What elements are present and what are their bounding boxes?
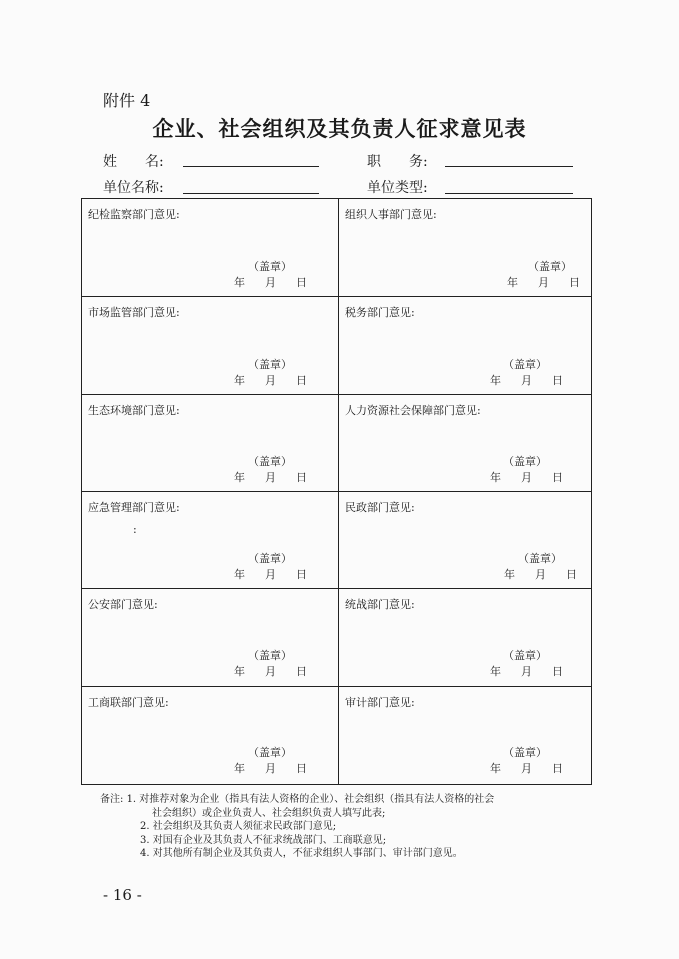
date-line: 年 月 日 <box>490 762 563 775</box>
seal-text: （盖章） <box>518 552 562 565</box>
position-label: 职 务: <box>367 154 428 170</box>
opinion-cell-public-security[interactable] <box>82 589 338 686</box>
unit-name-field[interactable] <box>183 193 319 194</box>
unit-type-field[interactable] <box>445 193 573 194</box>
seal-text: （盖章） <box>528 260 572 273</box>
note-line: 3. 对国有企业及其负责人不征求统战部门、工商联意见; <box>140 834 387 846</box>
cell-label: 应急管理部门意见: <box>88 501 180 514</box>
date-line: 年 月 日 <box>490 471 563 484</box>
opinion-cell-federation-industry-commerce[interactable] <box>82 687 338 784</box>
cell-label: 人力资源社会保障部门意见: <box>345 404 481 417</box>
seal-text: （盖章） <box>248 746 292 759</box>
page-number: - 16 - <box>103 886 142 904</box>
date-line: 年 月 日 <box>490 665 563 678</box>
opinion-cell-ecological-environment[interactable] <box>82 395 338 491</box>
opinion-cell-united-front[interactable] <box>339 589 593 686</box>
opinion-cell-emergency-management[interactable] <box>82 492 338 588</box>
cell-label: 统战部门意见: <box>345 598 415 611</box>
note-line: 备注: 1. 对推荐对象为企业（指具有法人资格的企业）、社会组织（指具有法人资格的社会 <box>100 794 495 805</box>
cell-label: 公安部门意见: <box>88 598 158 611</box>
attachment-label: 附件 4 <box>103 91 151 110</box>
unit-name-label: 单位名称: <box>103 180 164 196</box>
opinion-cell-organization-personnel[interactable] <box>339 199 593 296</box>
date-line: 年 月 日 <box>234 568 307 581</box>
date-line: 年 月 日 <box>234 276 307 289</box>
stray-mark: : <box>133 523 137 536</box>
seal-text: （盖章） <box>248 455 292 468</box>
cell-label: 税务部门意见: <box>345 306 415 319</box>
opinion-cell-discipline-inspection[interactable] <box>82 199 338 296</box>
cell-label: 审计部门意见: <box>345 696 415 709</box>
cell-label: 民政部门意见: <box>345 501 415 514</box>
notes <box>100 793 494 861</box>
opinion-cell-civil-affairs[interactable] <box>339 492 593 588</box>
name-field[interactable] <box>183 166 319 167</box>
seal-text: （盖章） <box>248 552 292 565</box>
cell-label: 市场监管部门意见: <box>88 306 180 319</box>
date-line: 年 月 日 <box>234 374 307 387</box>
page-title: 企业、社会组织及其负责人征求意见表 <box>152 116 527 141</box>
seal-text: （盖章） <box>248 260 292 273</box>
seal-text: （盖章） <box>248 358 292 371</box>
date-line: 年 月 日 <box>234 762 307 775</box>
seal-text: （盖章） <box>248 649 292 662</box>
date-line: 年 月 日 <box>490 374 563 387</box>
note-line: 2. 社会组织及其负责人须征求民政部门意见; <box>140 821 337 832</box>
cell-label: 纪检监察部门意见: <box>88 208 180 221</box>
position-field[interactable] <box>445 166 573 167</box>
date-line: 年 月 日 <box>504 568 577 581</box>
opinion-cell-human-resources-social-security[interactable] <box>339 395 593 491</box>
cell-label: 组织人事部门意见: <box>345 208 437 221</box>
cell-label: 生态环境部门意见: <box>88 404 180 417</box>
opinion-cell-audit[interactable] <box>339 687 593 784</box>
date-line: 年 月 日 <box>234 471 307 484</box>
seal-text: （盖章） <box>503 746 547 759</box>
seal-text: （盖章） <box>503 649 547 662</box>
cell-label: 工商联部门意见: <box>88 696 169 709</box>
name-label: 姓 名: <box>103 154 164 170</box>
note-line: 社会组织）或企业负责人、社会组织负责人填写此表; <box>152 807 386 819</box>
note-line: 4. 对其他所有制企业及其负责人，不征求组织人事部门、审计部门意见。 <box>140 848 463 859</box>
date-line: 年 月 日 <box>234 665 307 678</box>
opinion-table <box>81 198 592 785</box>
seal-text: （盖章） <box>503 358 547 371</box>
opinion-cell-tax[interactable] <box>339 297 593 394</box>
opinion-cell-market-supervision[interactable] <box>82 297 338 394</box>
notes-label: 备注: <box>100 794 124 805</box>
date-line: 年 月 日 <box>507 276 580 289</box>
seal-text: （盖章） <box>503 455 547 468</box>
unit-type-label: 单位类型: <box>367 180 428 196</box>
